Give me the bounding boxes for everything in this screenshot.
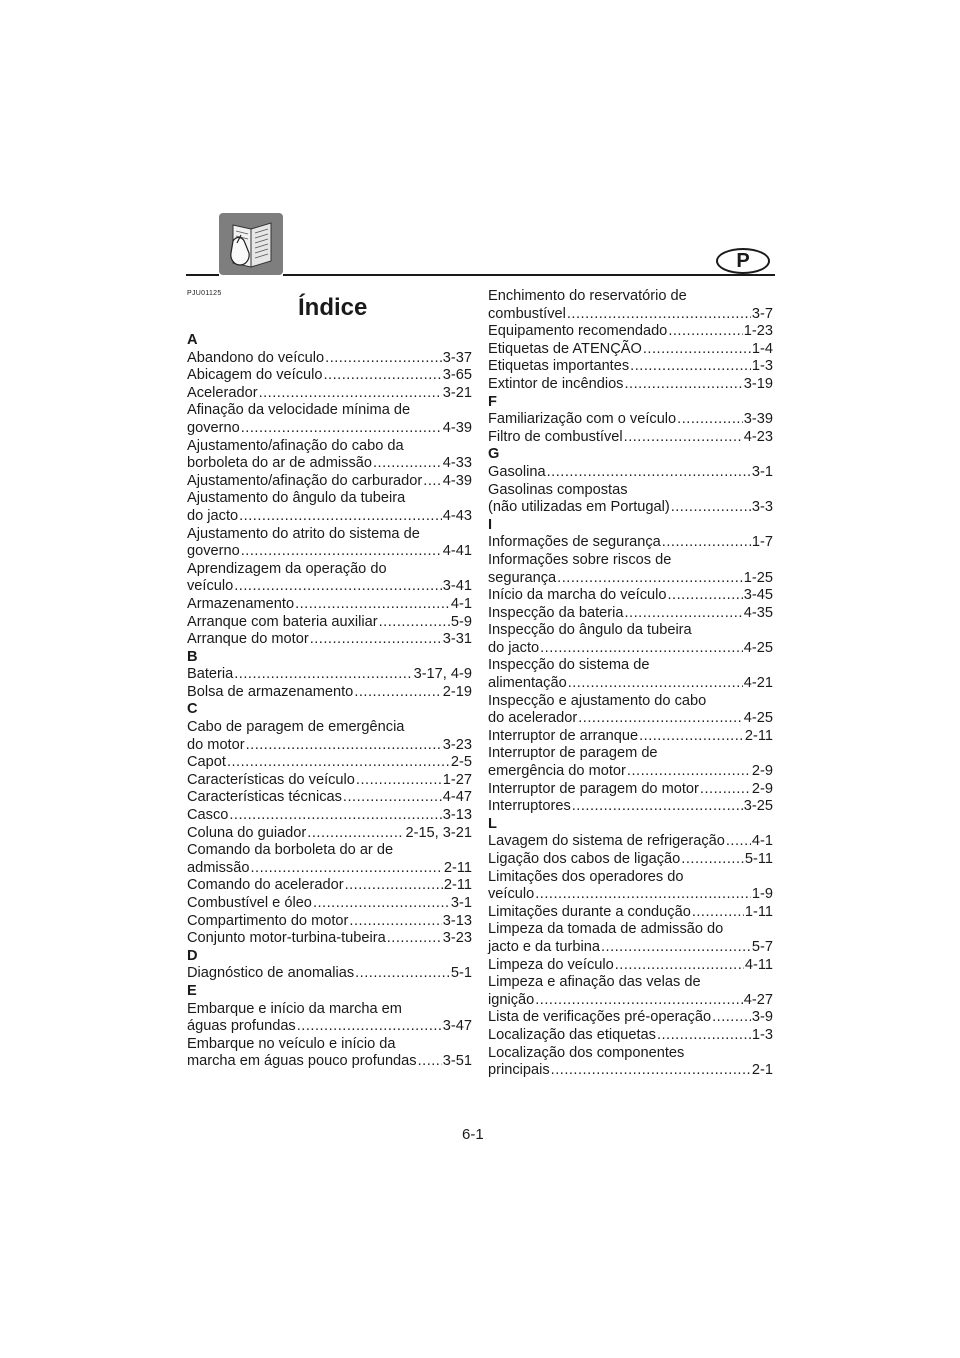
index-entry-page: 4-25 [743,710,773,727]
dot-leader [354,684,441,702]
index-entry-page: 1-23 [743,323,773,340]
index-entry [488,605,773,623]
index-entry-text-line: Comando da borboleta do ar de [187,842,394,859]
index-entry-text: Combustível e óleo [187,895,312,911]
index-entry-page: 3-51 [442,1053,472,1070]
dot-leader [568,675,743,693]
index-entry-text: Início da marcha do veículo [488,587,667,604]
dot-leader [387,930,442,948]
index-entry-page: 3-7 [751,305,773,322]
dot-leader [712,1009,751,1027]
dot-leader [692,904,744,922]
index-entry [488,358,773,376]
index-entry-text-line: Inspecção do sistema de [488,657,650,674]
index-entry-page: 1-27 [442,771,472,788]
index-entry [488,957,773,975]
index-entry-page: 3-17, 4-9 [413,666,472,683]
index-entry-page: 5-11 [744,851,773,867]
index-entry [488,570,773,588]
dot-leader [295,596,450,614]
dot-leader [601,939,751,957]
index-entry-page: 2-11 [443,877,472,894]
index-entry-page: 3-21 [442,384,472,401]
index-entry [187,385,472,403]
index-entry [187,789,472,807]
index-entry [488,939,773,957]
index-entry-text: do jacto [187,507,239,524]
index-entry [488,710,773,728]
index-entry [187,473,472,491]
dot-leader [726,833,751,851]
index-entry [187,1018,472,1036]
dot-leader [356,772,442,790]
dot-leader [423,473,442,491]
index-entry [187,895,472,913]
dot-leader [671,499,751,517]
index-entry-page: 1-3 [751,358,773,375]
index-entry-text-line: Cabo de paragem de emergência [187,719,405,736]
index-section-letter: F [488,393,497,410]
index-entry-page: 5-9 [450,613,472,630]
index-entry-text: Filtro de combustível [488,428,623,445]
dot-leader [349,913,441,931]
index-entry [187,631,472,649]
index-entry [187,596,472,614]
page-title: Índice [298,294,368,321]
dot-leader [373,455,442,473]
index-entry-text: Etiquetas de ATENÇÃO [488,340,642,357]
index-column-right [488,288,773,1080]
index-entry-text: Interruptor de paragem do motor [488,780,699,797]
index-entry-page: 4-43 [442,507,472,524]
dot-leader [227,754,450,772]
index-entry-page: 3-13 [442,807,472,824]
index-entry-page: 4-47 [442,789,472,806]
dot-leader [418,1053,442,1071]
index-entry [187,350,472,368]
dot-leader [624,429,743,447]
index-entry [488,675,773,693]
dot-leader [535,992,743,1010]
dot-leader [259,385,442,403]
index-entry-text: Abicagem do veículo [187,367,323,384]
index-entry-page: 4-25 [743,639,773,656]
dot-leader [615,957,744,975]
dot-leader [250,860,442,878]
index-entry-page: 1-25 [743,569,773,586]
index-entry-text: governo [187,543,240,560]
dot-leader [234,666,412,684]
index-entry-page: 3-25 [743,798,773,815]
index-entry [187,578,472,596]
index-entry-text: do motor [187,736,245,753]
index-entry [488,341,773,359]
index-entry-text-line: Limpeza e afinação das velas de [488,974,701,991]
dot-leader [668,323,742,341]
index-entry [488,781,773,799]
index-entry-text-line: Interruptor de paragem de [488,745,658,762]
index-entry-text-line: Limpeza da tomada de admissão do [488,921,724,938]
index-entry-text: Bateria [187,666,234,683]
index-entry-page: 1-7 [751,534,773,551]
index-entry-text: Informações de segurança [488,534,661,551]
dot-leader [567,306,751,324]
dot-leader [345,877,443,895]
index-entry [488,1027,773,1045]
index-entry [187,807,472,825]
index-entry-text: águas profundas [187,1018,296,1035]
dot-leader [630,358,751,376]
index-entry-page: 2-9 [751,780,773,797]
index-entry-page: 3-31 [442,631,472,648]
index-entry-text: jacto e da turbina [488,938,600,955]
index-entry-page: 2-11 [443,859,472,876]
index-entry [187,1053,472,1071]
index-entry [187,913,472,931]
dot-leader [625,605,743,623]
index-entry-text: Extintor de incêndios [488,375,624,392]
index-entry-text: Lavagem do sistema de refrigeração [488,833,725,850]
index-entry-text: Ajustamento/afinação do carburador [187,472,423,489]
index-entry-text: Inspecção da bateria [488,604,624,621]
index-entry-text: Localização das etiquetas [488,1026,656,1043]
index-entry-text-line: Inspecção do ângulo da tubeira [488,622,692,639]
index-entry-text: Ligação dos cabos de ligação [488,851,681,867]
index-entry-page: 3-39 [743,411,773,428]
index-entry-text-line: Inspecção e ajustamento do cabo [488,692,707,709]
index-entry [187,666,472,684]
index-entry-text: Bolsa de armazenamento [187,683,354,700]
index-entry-text-line: Ajustamento do ângulo da tubeira [187,490,406,507]
index-entry [488,886,773,904]
index-entry-text: admissão [187,859,250,876]
index-entry-page: 2-5 [450,754,472,771]
index-entry-text: veículo [187,578,234,595]
index-entry-text: Armazenamento [187,595,295,612]
index-entry [488,1062,773,1080]
dot-leader [639,728,744,746]
index-entry-text: Limpeza do veículo [488,956,614,973]
index-entry-text: principais [488,1062,550,1079]
index-entry-page: 4-27 [743,991,773,1008]
index-entry [488,499,773,517]
index-column-left [187,332,472,1071]
index-entry-text: Arranque do motor [187,631,309,648]
dot-leader [551,1062,751,1080]
index-entry-text: Acelerador [187,384,258,401]
index-entry-text: Familiarização com o veículo [488,411,677,428]
index-entry-page: 3-37 [442,349,472,366]
index-entry-page: 4-21 [743,675,773,692]
index-entry-text: emergência do motor [488,763,626,780]
index-entry-text: Interruptor de arranque [488,727,639,744]
index-entry-text: ignição [488,991,535,1008]
index-entry-page: 3-3 [751,499,773,516]
index-entry-text: governo [187,419,240,436]
index-entry-text: Comando do acelerador [187,877,344,894]
index-entry-page: 4-39 [442,419,472,436]
index-entry-page: 3-9 [751,1009,773,1026]
index-entry-text: Interruptores [488,798,571,815]
index-entry-text: do acelerador [488,710,578,727]
index-entry-text-line: Localização dos componentes [488,1044,685,1061]
index-entry [488,904,773,922]
index-entry [187,754,472,772]
index-entry-page: 3-23 [442,930,472,947]
dot-leader [241,543,442,561]
index-section-letter: E [187,982,197,999]
index-entry-text: veículo [488,886,535,903]
index-entry-text-line: Informações sobre riscos de [488,551,672,568]
index-entry-page: 3-41 [442,578,472,595]
index-entry-page: 2-9 [751,763,773,780]
dot-leader [325,350,442,368]
index-entry-page: 3-65 [442,367,472,384]
index-entry-text: Conjunto motor-turbina-tubeira [187,930,386,947]
dot-leader [557,570,743,588]
dot-leader [355,965,450,983]
index-entry-text: combustível [488,305,566,322]
header-rule-left [186,274,219,276]
index-entry-text-line: Embarque no veículo e início da [187,1035,396,1052]
index-entry-page: 3-1 [751,463,773,480]
index-entry-text: Arranque com bateria auxiliar [187,613,378,630]
index-entry [488,640,773,658]
index-entry [488,429,773,447]
index-entry-page: 3-47 [442,1018,472,1035]
dot-leader [241,420,442,438]
index-entry [187,508,472,526]
index-section-letter: I [488,516,493,533]
index-entry [187,543,472,561]
index-entry-page: 4-39 [442,472,472,489]
index-entry-text-line: Ajustamento do atrito do sistema de [187,525,420,542]
index-entry-text: Capot [187,754,226,771]
dot-leader [547,464,751,482]
index-entry-text: borboleta do ar de admissão [187,455,372,472]
index-entry-page: 4-1 [450,595,472,612]
index-entry-text-line: Gasolinas compostas [488,481,628,498]
index-entry [187,455,472,473]
index-entry [187,965,472,983]
dot-leader [229,807,441,825]
dot-leader [234,578,442,596]
index-entry [488,306,773,324]
index-entry-text-line: Enchimento do reservatório de [488,288,687,304]
dot-leader [246,737,442,755]
index-entry-page: 1-9 [751,886,773,903]
index-entry-page: 3-13 [442,912,472,929]
index-entry-text-line: Aprendizagem da operação do [187,560,387,577]
index-entry [488,411,773,429]
index-entry-text-line: Embarque e início da marcha em [187,1000,402,1017]
dot-leader [662,534,751,552]
index-entry [187,860,472,878]
index-entry [187,614,472,632]
language-tag: P [716,248,770,274]
index-entry [488,1009,773,1027]
index-entry [187,737,472,755]
index-section-letter: L [488,815,497,832]
index-entry-page: 2-19 [442,683,472,700]
index-entry-page: 4-11 [744,956,773,973]
dot-leader [572,798,743,816]
index-entry-text: Coluna do guiador [187,824,307,841]
index-entry-text: Lista de verificações pré-operação [488,1009,712,1026]
index-entry [488,376,773,394]
index-entry-text: Características do veículo [187,771,355,788]
index-entry-text-line: Afinação da velocidade mínima de [187,402,411,419]
index-entry-page: 5-7 [751,938,773,955]
dot-leader [667,587,742,605]
index-entry-text: Abandono do veículo [187,349,325,366]
dot-leader [578,710,743,728]
index-entry-text: do jacto [488,639,540,656]
index-entry [488,833,773,851]
index-section-letter: A [187,332,198,348]
page-number: 6-1 [462,1126,484,1143]
dot-leader [624,376,742,394]
dot-leader [310,631,442,649]
dot-leader [657,1027,751,1045]
index-entry-text: (não utilizadas em Portugal) [488,499,670,516]
index-entry [488,851,773,869]
manual-book-hand-icon [219,213,283,275]
index-entry-page: 3-1 [450,895,472,911]
index-entry-page: 5-1 [450,965,472,982]
index-entry-page: 2-15, 3-21 [405,824,472,841]
index-entry-text: Limitações durante a condução [488,903,691,920]
index-entry [488,992,773,1010]
index-entry [488,464,773,482]
dot-leader [297,1018,442,1036]
index-entry [187,367,472,385]
dot-leader [627,763,751,781]
dot-leader [307,825,404,843]
index-entry [187,930,472,948]
index-entry-text-line: Ajustamento/afinação do cabo da [187,437,404,454]
index-entry [488,798,773,816]
index-entry-text: alimentação [488,675,567,692]
dot-leader [700,781,751,799]
index-entry [488,763,773,781]
index-entry-page: 3-19 [743,375,773,392]
index-entry-page: 1-4 [751,340,773,357]
index-entry [488,323,773,341]
index-entry [488,728,773,746]
index-entry-text: segurança [488,569,557,586]
index-entry-page: 4-35 [743,604,773,621]
index-entry [187,877,472,895]
index-entry-page: 1-11 [744,903,773,920]
dot-leader [540,640,743,658]
index-entry-page: 2-11 [744,727,773,744]
dot-leader [677,411,743,429]
dot-leader [379,614,450,632]
index-entry-page: 4-33 [442,455,472,472]
index-entry-text: Equipamento recomendado [488,323,668,340]
dot-leader [313,895,450,913]
index-entry-page: 4-23 [743,428,773,445]
index-entry-page: 4-1 [751,833,773,850]
index-entry-text: Características técnicas [187,789,342,806]
index-entry-text: Gasolina [488,463,546,480]
dot-leader [239,508,442,526]
index-section-letter: B [187,648,198,665]
dot-leader [643,341,751,359]
index-entry [488,587,773,605]
index-entry [187,825,472,843]
index-entry-text: Diagnóstico de anomalias [187,965,355,982]
index-entry [488,534,773,552]
index-entry-text: Casco [187,807,229,824]
index-entry-page: 2-1 [751,1062,773,1079]
index-entry-page: 3-23 [442,736,472,753]
doc-code: PJU01125 [187,290,222,297]
index-section-letter: C [187,701,198,718]
dot-leader [343,789,442,807]
index-entry-text: Compartimento do motor [187,912,349,929]
index-entry-text: marcha em águas pouco profundas [187,1053,417,1070]
index-entry-page: 1-3 [751,1026,773,1043]
index-section-letter: D [187,947,198,964]
header-rule-right [283,274,775,276]
dot-leader [323,367,441,385]
index-entry [187,684,472,702]
index-section-letter: G [488,446,500,463]
dot-leader [535,886,751,904]
index-entry [187,772,472,790]
index-entry-page: 3-45 [743,587,773,604]
index-entry-page: 4-41 [442,543,472,560]
index-entry [187,420,472,438]
index-entry-text-line: Limitações dos operadores do [488,868,684,885]
dot-leader [681,851,744,869]
index-entry-text: Etiquetas importantes [488,358,630,375]
